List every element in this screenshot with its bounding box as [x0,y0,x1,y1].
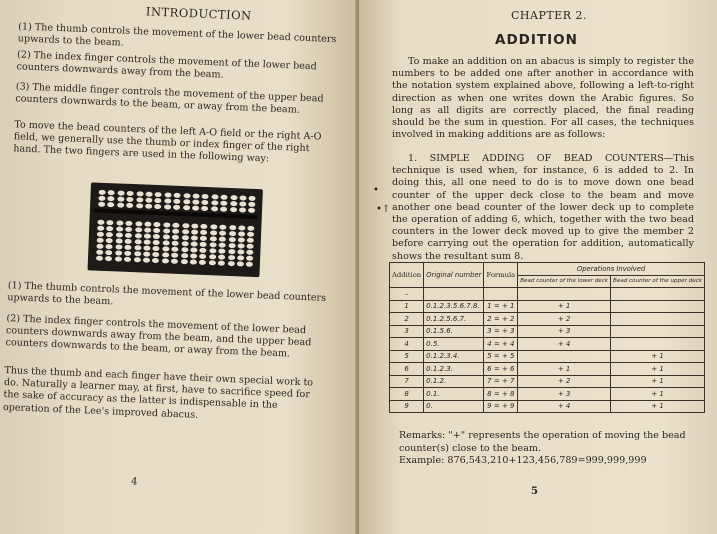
abacus-bead [125,245,132,250]
table-cell: 0.1.2.5.6.7. [424,313,484,326]
table-cell: 1 = + 1 [484,300,518,313]
table-row [390,300,705,313]
abacus-bead [228,237,235,242]
abacus-bead [125,227,132,232]
table-cell: 1 [390,300,424,313]
abacus-bead [144,228,151,233]
col-upper-deck: Bead counter of the upper deck [611,275,705,288]
abacus-bead [108,190,115,195]
abacus-bead [117,202,124,207]
abacus-bead [97,220,104,225]
abacus-rod [143,189,153,269]
abacus-bead [153,228,160,233]
table-cell: 4 = + 4 [484,338,518,351]
abacus-bead [191,223,198,228]
abacus-rod [218,192,228,272]
table-cell: + 1 [611,375,705,388]
table-cell: + 1 [611,388,705,401]
abacus-bead [163,228,170,233]
abacus-bead [229,225,236,230]
table-cell: 0.5. [424,338,484,351]
table-cell: 3 = + 3 [484,325,518,338]
abacus-bead [143,252,150,257]
abacus-bead [200,236,207,241]
table-cell: 0. [424,400,484,413]
table-cell: + 4 [518,338,611,351]
abacus-bead [152,252,159,257]
abacus-bead [190,253,197,258]
abacus-bead [116,226,123,231]
abacus-bead [107,202,114,207]
left-paragraph-4: To move the bead counters of the left A-O field or the right A-O field, we generally use the thumb or index finger of the right hand. The two fingers are used in the following way: [13,119,322,165]
table-cell: 7 = + 7 [484,375,518,388]
table-row [390,375,705,388]
table-cell: 9 [390,400,424,413]
abacus-bead [202,194,209,199]
abacus-bead [155,192,162,197]
abacus-rod [124,188,134,268]
abacus-bead [135,227,142,232]
abacus-rod [161,189,171,269]
table-cell: + 1 [518,363,611,376]
abacus-bead [172,229,179,234]
abacus-bead [199,260,206,265]
abacus-bead [162,252,169,257]
abacus-bead [202,200,209,205]
abacus-bead [153,246,160,251]
table-cell: 0.1. [424,388,484,401]
abacus-bead [218,261,225,266]
abacus-bead [239,207,246,212]
abacus-bead [171,253,178,258]
right-page [359,0,717,534]
table-cell: 7 [390,375,424,388]
abacus-bead [238,243,245,248]
table-cell: + 2 [518,313,611,326]
abacus-bead [246,256,253,261]
abacus-bead [209,260,216,265]
abacus-bead [211,194,218,199]
abacus-bead [135,221,142,226]
abacus-rod [171,190,181,270]
abacus-bead [182,229,189,234]
abacus-bead [211,200,218,205]
table-cell: 6 = + 6 [484,363,518,376]
table-row [390,400,705,413]
abacus-rod [105,187,115,267]
abacus-bead [106,250,113,255]
abacus-bead [238,225,245,230]
abacus-bead [126,203,133,208]
left-page-number: 4 [130,476,138,488]
table-cell: 0.1.5.6. [424,325,484,338]
abacus-bead [218,255,225,260]
abacus-bead [171,259,178,264]
abacus-bead [247,250,254,255]
abacus-rod [199,191,209,271]
abacus-bead [124,257,131,262]
right-page-number: 5 [531,486,538,497]
remarks-text: "+" represents the operation of moving the bead counter(s) close to the beam. [399,430,686,454]
right-paragraph-2: 1. SIMPLE ADDING OF BEAD COUNTERS—This technique is used when, for instance, 6 is added to 2. In doing this, all one need to do is to move down one bead counter of the upper deck close to the beam and move another one bead counter of the lower deck up to complete the operation of adding 6, which, together with the two bead counters in the lower deck moved up to give the member 2 before carrying out the operation for addition, automatically shows the resultant sum 8. [392,153,694,262]
abacus-bead [238,231,245,236]
table-cell [611,300,705,313]
table-cell: 4 [390,338,424,351]
abacus-bead [96,256,103,261]
abacus-bead [153,240,160,245]
abacus-bead [199,254,206,259]
abacus-bead [144,222,151,227]
example-text: 876,543,210+123,456,789=999,999,999 [447,455,647,466]
abacus-bead [183,199,190,204]
abacus-bead [200,248,207,253]
abacus-bead [126,221,133,226]
table-cell: 5 [390,350,424,363]
abacus-bead [146,192,153,197]
abacus-bead [172,223,179,228]
left-paragraph-2: (2) The index finger controls the movement of the lower bead counters downwards away from the beam. [16,49,317,81]
abacus-bead [134,233,141,238]
abacus-bead [219,237,226,242]
abacus-bead [136,191,143,196]
abacus-bead [155,198,162,203]
abacus-bead [191,235,198,240]
abacus-bead [192,199,199,204]
abacus-bead [105,256,112,261]
table-cell: + 4 [518,400,611,413]
table-cell: 9 = + 9 [484,400,518,413]
abacus-bead [98,196,105,201]
abacus-bead [108,196,115,201]
abacus-rod [190,190,200,270]
abacus-bead [164,198,171,203]
abacus-bead [180,259,187,264]
left-page [0,0,358,534]
abacus-bead [174,193,181,198]
abacus-bead [239,195,246,200]
abacus-bead [248,208,255,213]
abacus-bead [249,202,256,207]
abacus-bead [162,240,169,245]
abacus-bead [228,249,235,254]
abacus-bead [154,222,161,227]
abacus-bead [220,201,227,206]
abacus-bead [229,231,236,236]
abacus-bead [162,258,169,263]
abacus-rod [114,187,124,267]
abacus-illustration [88,182,263,277]
abacus-bead [190,247,197,252]
abacus-bead [247,238,254,243]
abacus-bead [181,253,188,258]
abacus-bead [238,237,245,242]
abacus-bead [210,224,217,229]
abacus-bead [249,196,256,201]
abacus-bead [163,234,170,239]
abacus-bead [115,256,122,261]
abacus-bead [96,250,103,255]
left-paragraph-6: (2) The index finger controls the movement of the lower bead counters downwards away from the beam, and the upper bead counters downwards to the beam, or away from the beam. [5,313,312,360]
abacus-bead [230,201,237,206]
left-paragraph-1: (1) The thumb controls the movement of the lower bead counters upwards to the beam. [17,21,337,49]
table-cell [611,338,705,351]
operations-table [389,262,705,413]
col-operations-involved: Operations Involved [518,263,705,276]
abacus-bead [154,204,161,209]
abacus-bead [153,234,160,239]
abacus-bead [209,248,216,253]
abacus-bead [182,223,189,228]
abacus-bead [106,232,113,237]
abacus-bead [192,193,199,198]
abacus-bead [97,226,104,231]
table-cell: 0.1.2.3.5.6.7.8. [424,300,484,313]
abacus-bead [117,190,124,195]
abacus-bead [191,229,198,234]
abacus-bead [246,262,253,267]
abacus-rod [237,192,247,272]
chapter-title: ADDITION [495,32,578,48]
abacus-bead [164,204,171,209]
abacus-bead [115,238,122,243]
abacus-bead [96,244,103,249]
col-lower-deck: Bead counter of the lower deck [518,275,611,288]
table-row [390,363,705,376]
abacus-bead [237,261,244,266]
abacus-bead [191,241,198,246]
abacus-bead [116,220,123,225]
abacus-bead [134,245,141,250]
abacus-rod [246,193,256,273]
abacus-bead [219,231,226,236]
remarks-label: Remarks: [399,430,446,441]
abacus-rod [227,192,237,272]
operations-table-body [390,300,705,413]
abacus-bead [173,199,180,204]
abacus-bead [126,197,133,202]
abacus-bead [97,232,104,237]
table-cell: + 1 [611,350,705,363]
abacus-bead [98,202,105,207]
abacus-bead [201,206,208,211]
table-blank-cell: – [390,288,424,301]
abacus-bead [106,238,113,243]
table-cell: + 1 [611,400,705,413]
abacus-bead [145,204,152,209]
abacus-bead [97,238,104,243]
abacus-bead [164,192,171,197]
table-row [390,338,705,351]
example [399,455,647,466]
table-row [390,388,705,401]
abacus-bead [106,226,113,231]
col-original-number: Original number [424,263,484,288]
abacus-bead [247,232,254,237]
abacus-bead [228,255,235,260]
left-paragraph-3: (3) The middle finger controls the movement of the upper bead counters downwards to the beam, or away from the beam. [15,81,324,116]
table-cell: 8 [390,388,424,401]
abacus-bead [183,193,190,198]
left-paragraph-5: (1) The thumb controls the movement of the lower bead counters upwards to the beam. [7,280,327,308]
abacus-rod [208,191,218,271]
table-cell [611,325,705,338]
abacus-bead [237,249,244,254]
abacus-bead [152,258,159,263]
abacus-bead [230,207,237,212]
abacus-bead [172,241,179,246]
abacus-bead [248,226,255,231]
abacus-bead [211,206,218,211]
abacus-bead [115,244,122,249]
abacus-bead [227,261,234,266]
table-cell: + 1 [611,363,705,376]
right-page-header: CHAPTER 2. [511,9,587,22]
abacus-bead [209,254,216,259]
left-page-content [0,0,358,534]
margin-mark-1: • [373,185,379,196]
abacus-bead [200,242,207,247]
left-page-header: INTRODUCTION [145,4,252,23]
table-row [390,313,705,326]
abacus-bead [134,251,141,256]
table-cell: + 2 [518,375,611,388]
abacus-bead [219,243,226,248]
abacus-bead [210,236,217,241]
example-label: Example: [399,455,445,466]
right-paragraph-1: To make an addition on an abacus is simply to register the numbers to be added one after another in accordance with the notation system explained above, following a left-to-right direction as when one writes down the Arabic figures. So long as all digits are correctly placed, the final reading should be the sum in question. For all cases, the techniques involved in making additions are as follows: [392,56,694,141]
abacus-bead [209,242,216,247]
table-cell [518,350,611,363]
table-cell [611,313,705,326]
col-addition: Addition [390,263,424,288]
abacus-bead [143,246,150,251]
table-row [390,350,705,363]
abacus-bead [115,250,122,255]
abacus-bead [162,246,169,251]
table-cell: + 3 [518,325,611,338]
abacus-bead [201,224,208,229]
table-cell: + 1 [518,300,611,313]
abacus-bead [237,255,244,260]
abacus-bead [200,230,207,235]
abacus-bead [183,205,190,210]
abacus-bead [117,196,124,201]
abacus-bead [145,198,152,203]
abacus-bead [218,249,225,254]
table-cell: 3 [390,325,424,338]
abacus-bead [172,247,179,252]
abacus-bead [125,239,132,244]
abacus-bead [143,258,150,263]
abacus-bead [173,205,180,210]
abacus-bead [144,240,151,245]
abacus-rod [152,189,162,269]
abacus-bead [172,235,179,240]
table-cell: 6 [390,363,424,376]
abacus-bead [210,230,217,235]
abacus-bead [228,243,235,248]
abacus-bead [99,190,106,195]
table-cell: 0.1.2. [424,375,484,388]
abacus-bead [181,247,188,252]
table-cell: 8 = + 8 [484,388,518,401]
abacus-bead [192,205,199,210]
table-cell: 2 [390,313,424,326]
abacus-bead [239,201,246,206]
abacus-bead [127,191,134,196]
abacus-bead [181,241,188,246]
abacus-bead [136,203,143,208]
margin-mark-2: •↑ [376,204,391,215]
abacus-bead [219,225,226,230]
abacus-bead [136,197,143,202]
abacus-bead [221,195,228,200]
col-formula: Formula [484,263,518,288]
abacus-bead [220,207,227,212]
abacus-bead [133,257,140,262]
abacus-bead [116,232,123,237]
left-paragraph-7: Thus the thumb and each finger have their own special work to do. Naturally a learner may, at first, have to sacrifice speed for the sake of accuracy as the latter is indispensable in the operation of the Lee's improved abacus. [2,365,314,421]
table-row [390,325,705,338]
remarks [399,429,699,455]
table-cell: 2 = + 2 [484,313,518,326]
abacus-bead [134,239,141,244]
abacus-bead [124,251,131,256]
abacus-bead [125,233,132,238]
abacus-bead [107,220,114,225]
abacus-bead [230,195,237,200]
abacus-rod [180,190,190,270]
abacus-bead [181,235,188,240]
abacus-bead [190,259,197,264]
table-cell: 0.1.2.3. [424,363,484,376]
abacus-bead [247,244,254,249]
abacus-bead [144,234,151,239]
table-cell: + 3 [518,388,611,401]
abacus-rod [133,188,143,268]
abacus-bead [106,244,113,249]
abacus-rod [96,187,106,267]
abacus-bead [163,222,170,227]
table-cell: 5 = + 5 [484,350,518,363]
table-cell: 0.1.2.3.4. [424,350,484,363]
